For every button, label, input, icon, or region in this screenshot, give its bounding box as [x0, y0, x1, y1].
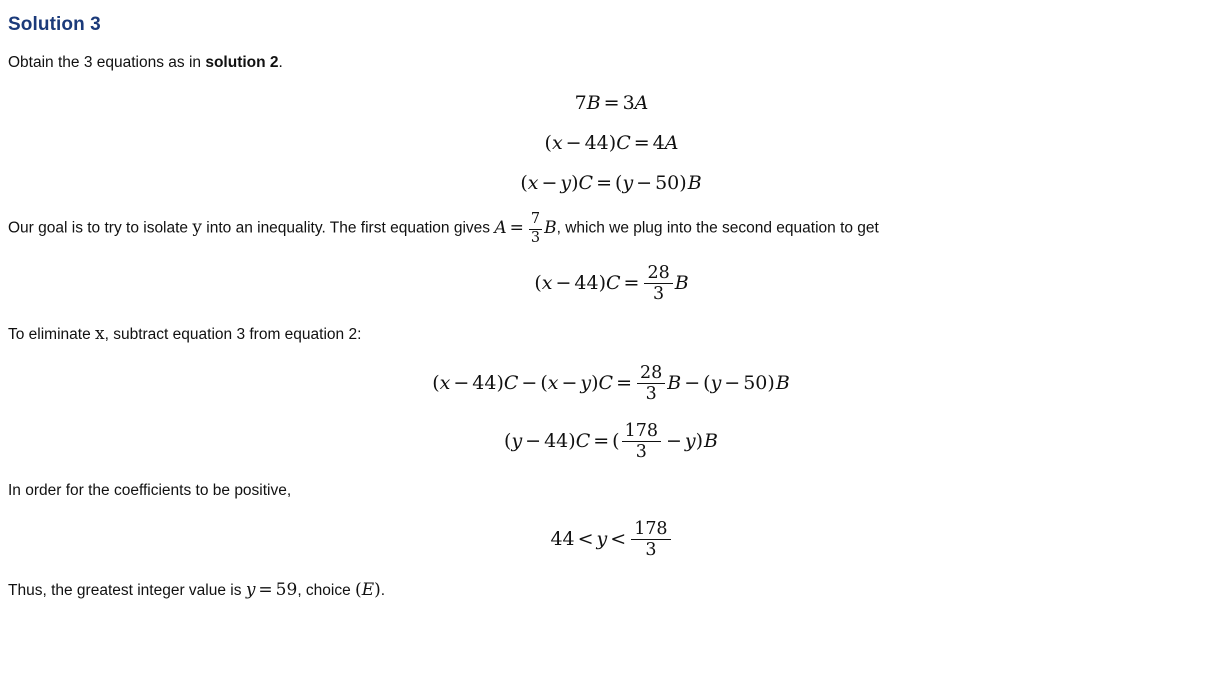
- isolate-text-b: into an inequality. The first equation gives: [201, 220, 495, 238]
- conclusion-text-b: , choice: [297, 581, 356, 599]
- paragraph-conclusion: [8, 578, 1215, 603]
- eq2-relation: =: [633, 132, 650, 155]
- choice-close-paren: ): [374, 579, 381, 600]
- eq1-relation: =: [603, 92, 620, 115]
- eq5-numerator: 28: [640, 363, 663, 384]
- equation-4: [8, 264, 1215, 304]
- eliminate-text-b: , subtract equation 3 from equation 2:: [104, 325, 362, 343]
- eq6-numerator: 178: [624, 420, 658, 441]
- positive-coefficients-text: In order for the coefficients to be positive,: [8, 481, 292, 499]
- isolate-text-c: , which we plug into the second equation to get: [556, 220, 879, 238]
- eq3-rhs-open-paren: (: [615, 172, 623, 195]
- isolate-variable-y: y: [192, 218, 202, 239]
- eq3-rhs-minus: −: [636, 172, 653, 195]
- eq2-variable-x: x: [551, 132, 563, 155]
- inline-A-relation: =: [509, 218, 524, 239]
- conclusion-text-a: Thus, the greatest integer value is: [8, 581, 246, 599]
- eq3-close-paren: ): [571, 172, 579, 195]
- eq3-variable-C: C: [578, 172, 594, 195]
- conclusion-relation: =: [258, 579, 273, 600]
- eq5-variable-x-2: x: [547, 372, 559, 395]
- eq4-numerator: 28: [647, 262, 670, 283]
- eq3-open-paren: (: [520, 172, 528, 195]
- eq5-variable-B-2: B: [775, 372, 790, 395]
- eq4-minus: −: [555, 271, 572, 294]
- paragraph-isolate-y: [8, 212, 1215, 245]
- eq4-fraction: [644, 264, 672, 304]
- equation-5: [8, 364, 1215, 404]
- eq3-variable-y: y: [560, 172, 572, 195]
- eq5-variable-C-2: C: [598, 372, 614, 395]
- equation-7-inequality: [8, 520, 1215, 560]
- page-title: Solution 3: [8, 14, 101, 35]
- eq5-variable-y-1: y: [580, 372, 592, 395]
- equation-6: [8, 422, 1215, 462]
- eq4-close-paren: ): [598, 271, 606, 294]
- eq1-lhs-coefficient: 7: [574, 92, 587, 115]
- eq5-open-paren-3: (: [703, 372, 711, 395]
- eq2-open-paren: (: [544, 132, 552, 155]
- equation-3: [8, 172, 1215, 194]
- conclusion-equation: [246, 580, 298, 600]
- eq4-tail-variable: B: [674, 271, 689, 294]
- eq5-variable-y-2: y: [710, 372, 722, 395]
- eq6-variable-C: C: [575, 429, 591, 452]
- eq5-variable-C-1: C: [503, 372, 519, 395]
- eq1-lhs-variable: B: [586, 92, 601, 115]
- conclusion-choice: [355, 580, 381, 600]
- eq5-number-50: 50: [743, 372, 768, 395]
- eq6-variable-y-2: y: [684, 429, 696, 452]
- eq4-open-paren: (: [534, 271, 542, 294]
- eq5-minus-4: −: [684, 372, 701, 395]
- eq2-number-44: 44: [584, 132, 609, 155]
- eq6-number-44: 44: [544, 429, 569, 452]
- eq5-variable-x-1: x: [439, 372, 451, 395]
- eq6-close-paren-1: ): [568, 429, 576, 452]
- inline-A-denominator: 3: [530, 229, 541, 246]
- isolate-text-a: Our goal is to try to isolate: [8, 220, 193, 238]
- eq4-variable-C: C: [606, 271, 621, 294]
- eq2-rhs-coefficient: 4: [652, 132, 665, 155]
- inline-A-numerator: 7: [530, 211, 541, 228]
- eliminate-variable-x: x: [95, 323, 105, 344]
- equation-1: [8, 92, 1215, 114]
- inline-equation-A: [494, 211, 557, 246]
- inline-A-fraction: [529, 212, 542, 245]
- eq3-relation: =: [596, 172, 613, 195]
- eq6-variable-y-1: y: [511, 429, 523, 452]
- solution-2-reference: solution 2: [205, 54, 279, 71]
- eq3-variable-x: x: [527, 172, 539, 195]
- eq1-rhs-variable: A: [634, 92, 649, 115]
- eq5-relation: =: [616, 372, 633, 395]
- eq3-rhs-variable-B: B: [687, 172, 702, 195]
- eq7-less-than-1: <: [577, 527, 594, 550]
- eq5-denominator: 3: [637, 383, 665, 403]
- eq2-close-paren: ): [608, 132, 617, 155]
- eq5-variable-B-1: B: [667, 372, 682, 395]
- eq2-variable-C: C: [616, 132, 631, 155]
- conclusion-text-c: .: [380, 581, 386, 599]
- eq6-denominator: 3: [622, 441, 661, 461]
- eq6-relation: =: [593, 429, 610, 452]
- eq4-relation: =: [623, 271, 640, 294]
- eq3-rhs-variable-y: y: [622, 172, 634, 195]
- eq5-minus-3: −: [561, 372, 578, 395]
- paragraph-text-post: .: [278, 54, 283, 71]
- eq5-close-paren-2: ): [591, 372, 599, 395]
- eq5-minus-5: −: [724, 372, 741, 395]
- eq3-rhs-close-paren: ): [679, 172, 687, 195]
- eq6-close-paren-2: ): [695, 429, 704, 452]
- eq6-minus-2: −: [665, 429, 682, 452]
- eq7-fraction: [631, 520, 670, 560]
- choice-letter: E: [361, 579, 375, 600]
- conclusion-variable-y: y: [245, 579, 256, 600]
- eq5-open-paren-2: (: [540, 372, 548, 395]
- eq6-open-paren-1: (: [504, 429, 512, 452]
- conclusion-value: 59: [275, 579, 298, 600]
- choice-open-paren: (: [355, 579, 362, 600]
- paragraph-positive-coefficients: [8, 480, 1215, 502]
- eq2-rhs-variable: A: [664, 132, 679, 155]
- eliminate-text-a: To eliminate: [8, 325, 96, 343]
- eq7-denominator: 3: [631, 539, 670, 559]
- eq4-denominator: 3: [644, 283, 672, 303]
- eq7-variable-y: y: [596, 527, 608, 550]
- eq2-minus: −: [565, 132, 582, 155]
- eq7-numerator: 178: [634, 518, 668, 539]
- eq5-close-paren-3: ): [767, 372, 775, 395]
- eq5-minus-2: −: [521, 372, 538, 395]
- paragraph-obtain-equations: [8, 52, 1215, 74]
- eq5-close-paren-1: ): [496, 372, 504, 395]
- eq3-minus: −: [541, 172, 558, 195]
- eq6-minus-1: −: [525, 429, 542, 452]
- eq7-less-than-2: <: [610, 527, 627, 550]
- equation-2: [8, 132, 1215, 154]
- paragraph-eliminate-x: [8, 322, 1215, 347]
- eq6-fraction: [622, 422, 661, 462]
- inline-A-tail-variable: B: [544, 218, 557, 239]
- eq5-open-paren-1: (: [432, 372, 440, 395]
- eq6-open-paren-2: (: [612, 429, 620, 452]
- eq7-number-44: 44: [550, 527, 575, 550]
- eq1-rhs-coefficient: 3: [622, 92, 635, 115]
- eq3-rhs-number-50: 50: [655, 172, 680, 195]
- eq4-number-44: 44: [574, 271, 599, 294]
- inline-A-variable: A: [494, 218, 507, 239]
- eq5-number-44: 44: [472, 372, 497, 395]
- eq5-minus-1: −: [453, 372, 470, 395]
- eq6-variable-B: B: [704, 429, 718, 452]
- eq5-fraction: [637, 364, 665, 404]
- eq4-variable-x: x: [541, 271, 553, 294]
- paragraph-text-pre: Obtain the 3 equations as in: [8, 54, 206, 71]
